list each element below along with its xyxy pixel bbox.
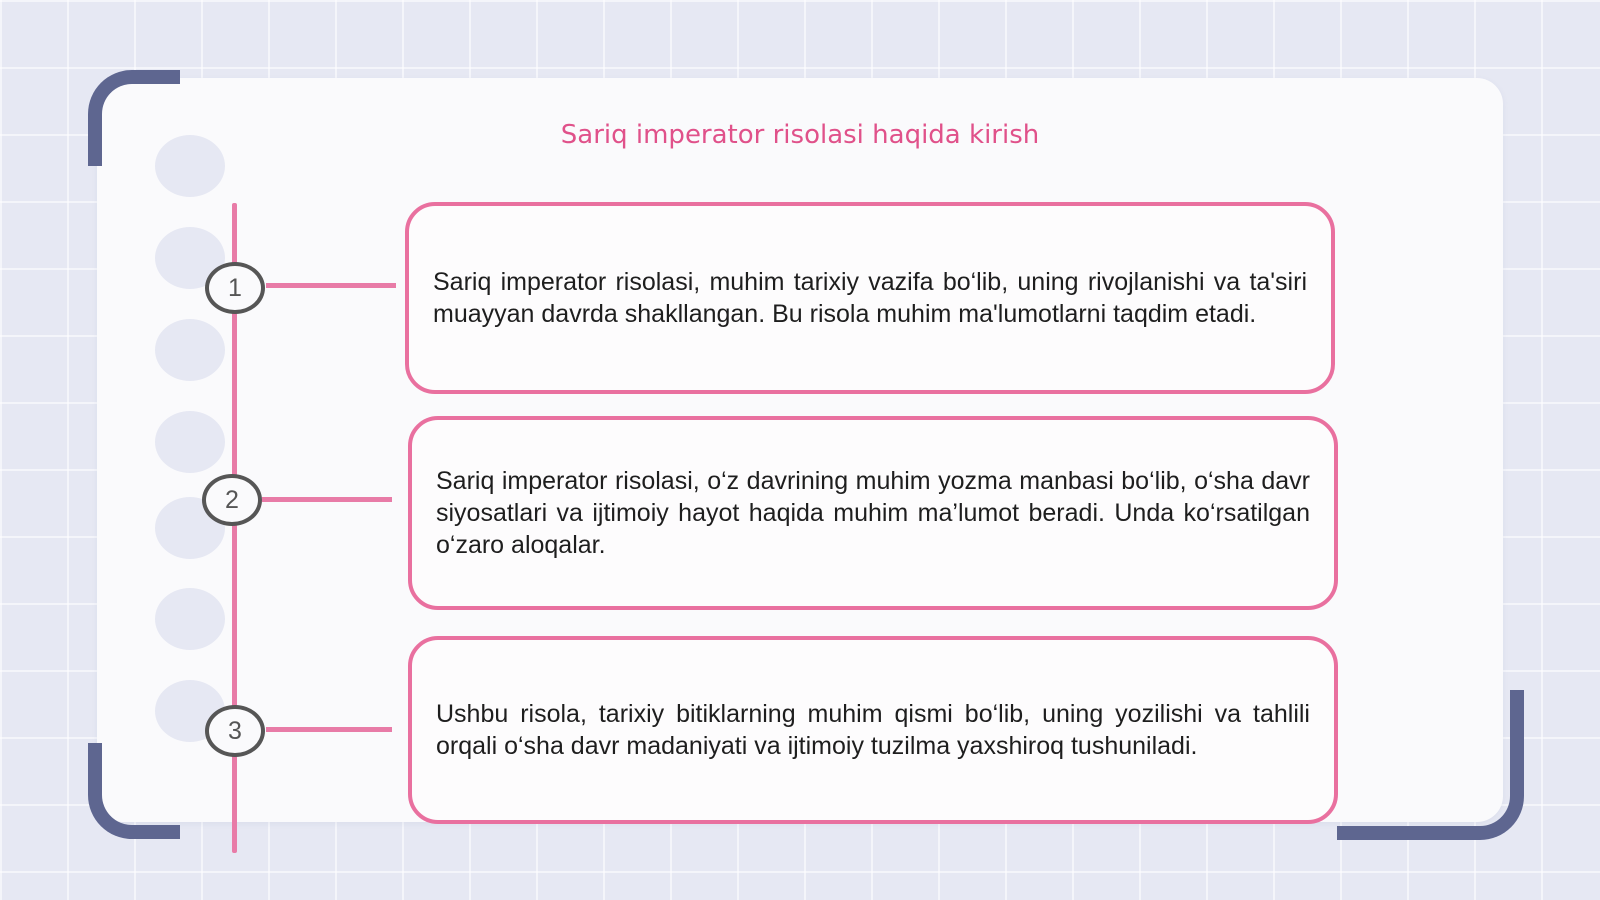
slide-title: Sariq imperator risolasi haqida kirish bbox=[560, 120, 1040, 150]
info-box-2 bbox=[408, 416, 1338, 610]
timeline-connector bbox=[266, 727, 392, 732]
info-box-1 bbox=[405, 202, 1335, 394]
corner-bracket-bottom-left bbox=[88, 743, 180, 839]
binder-hole bbox=[155, 411, 225, 473]
info-text: Sariq imperator risolasi, muhim tarixiy vazifa bo‘lib, uning rivojlanishi va ta'siri muayyan davrda shakllangan. Bu risola muhim ma'lumotlarni taqdim etadi. bbox=[433, 268, 1307, 328]
binder-hole bbox=[155, 319, 225, 381]
timeline-connector bbox=[262, 497, 392, 502]
step-marker-2: 2 bbox=[202, 474, 262, 526]
binder-hole bbox=[155, 588, 225, 650]
corner-bracket-bottom-right bbox=[1337, 690, 1524, 840]
timeline-connector bbox=[266, 283, 396, 288]
info-text: Sariq imperator risolasi, o‘z davrining muhim yozma manbasi bo‘lib, o‘sha davr siyosatlari va ijtimoiy hayot haqida muhim ma’lumot beradi. Unda ko‘rsatilgan o‘zaro aloqalar. bbox=[436, 467, 1310, 559]
info-text: Ushbu risola, tarixiy bitiklarning muhim qismi bo‘lib, uning yozilishi va tahlili orqali o‘sha davr madaniyati va ijtimoiy tuzilma yaxshiroq tushuniladi. bbox=[436, 700, 1310, 760]
step-marker-1: 1 bbox=[205, 262, 265, 314]
info-box-3 bbox=[408, 636, 1338, 824]
step-marker-3: 3 bbox=[205, 705, 265, 757]
corner-bracket-top-left bbox=[88, 70, 180, 166]
